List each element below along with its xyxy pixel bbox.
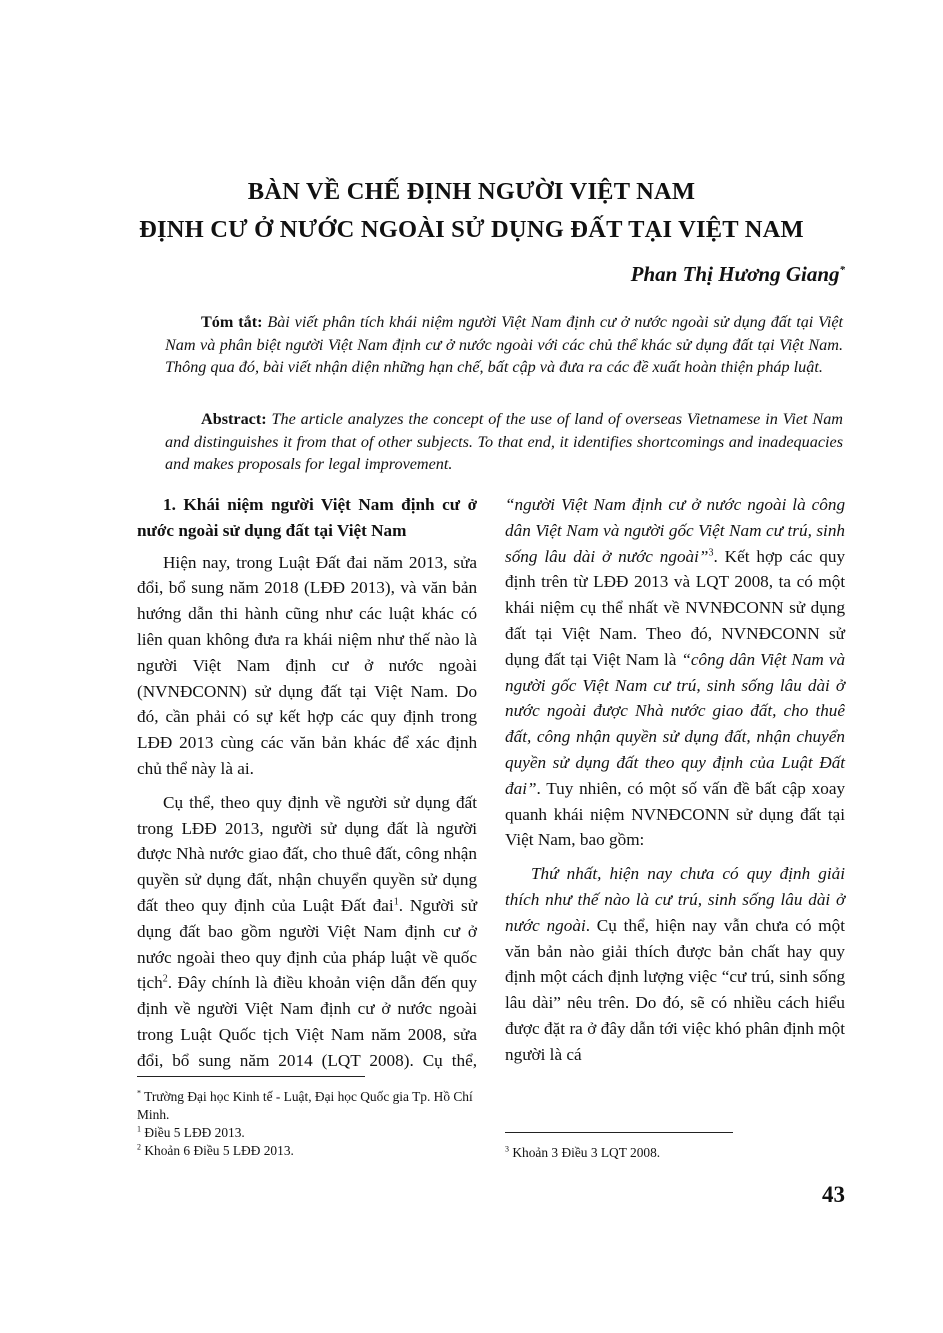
footnote-mark: 3	[505, 1144, 509, 1154]
author-mark: *	[839, 264, 845, 276]
footnote	[137, 1142, 477, 1160]
abstract-en-label: Abstract:	[201, 410, 267, 428]
footnote	[137, 1124, 477, 1142]
page-number: 43	[822, 1182, 845, 1207]
p2-definition: “công dân Việt Nam và người gốc Việt Nam cư trú, sinh sống lâu dài ở nước ngoài được Nhà nước giao đất, cho thuê đất, công nhận quyền sử dụng đất, nhận chuyển quyền sử dụng đất theo quy định của Luật Đất đai”	[505, 649, 846, 798]
footnote-ref-2: 2	[162, 973, 168, 985]
footnote-mark: 2	[137, 1142, 141, 1152]
p3-text: . Cụ thể, hiện nay vẫn chưa có một văn bản nào giải thích được bản chất hay quy định một cách định lượng việc “cư trú, sinh sống lâu dài” nêu trên. Do đó, sẽ có nhiều cách hiểu được đặt ra ở đây dẫn tới việc khó phân định một người là cá	[505, 915, 846, 1064]
footnotes-right	[505, 1144, 845, 1162]
footnote-mark: 1	[137, 1124, 141, 1134]
p2-text-d: . Kết hợp các quy định trên từ LĐĐ 2013 và LQT 2008, ta có một khái niệm cụ thể nhất về NVNĐCONN sử dụng đất tại Việt Nam. Theo đó, NVNĐCONN sử dụng đất tại Việt Nam là	[505, 546, 846, 669]
column-right	[505, 492, 845, 1068]
title-line-1: BÀN VỀ CHẾ ĐỊNH NGƯỜI VIỆT NAM	[247, 178, 696, 205]
footnote-text: Điều 5 LĐĐ 2013.	[144, 1125, 245, 1140]
footnotes-left	[137, 1088, 477, 1160]
abstract-vi	[165, 311, 843, 379]
abstract-vi-text: Bài viết phân tích khái niệm người Việt Nam định cư ở nước ngoài sử dụng đất tại Việt Nam và phân biệt người Việt Nam định cư ở nước ngoài với các chủ thể khác sử dụng đất tại Việt Nam. Thông qua đó, bài viết nhận diện những hạn chế, bất cập và đưa ra các đề xuất hoàn thiện pháp luật.	[165, 313, 844, 376]
p2-text-c: . Đây chính là điều khoản viện dẫn đến quy định về người Việt Nam định cư ở nước ngoài trong Luật Quốc tịch Việt Nam năm 2008, sửa đổi, bổ sung năm 2014 (LQT 2008). Cụ thể,	[137, 973, 478, 1070]
p2-text-b: . Người sử dụng đất bao gồm người Việt Nam định cư ở nước ngoài theo quy định của pháp luật về quốc tịch	[137, 895, 478, 993]
author	[631, 262, 845, 287]
footnote-text: Trường Đại học Kinh tế - Luật, Đại học Quốc gia Tp. Hồ Chí Minh.	[137, 1089, 473, 1122]
author-name: Phan Thị Hương Giang	[630, 262, 840, 286]
footnote-text: Khoản 3 Điều 3 LQT 2008.	[512, 1145, 661, 1160]
abstract-en	[165, 408, 843, 476]
p2-text-e: . Tuy nhiên, có một số vấn đề bất cập xoay quanh khái niệm NVNĐCONN sử dụng đất tại Việt Nam, bao gồm:	[505, 778, 846, 850]
footnote-ref-3: 3	[708, 546, 714, 558]
abstract-vi-label: Tóm tắt:	[201, 313, 263, 331]
footnote-mark: *	[137, 1088, 141, 1098]
paragraph-2	[137, 790, 477, 1074]
footnote-ref-1: 1	[393, 896, 399, 908]
title-line-2: ĐỊNH CƯ Ở NƯỚC NGOÀI SỬ DỤNG ĐẤT TẠI VIỆT NAM	[139, 216, 804, 243]
column-left	[137, 492, 477, 1074]
section-heading: 1. Khái niệm người Việt Nam định cư ở nước ngoài sử dụng đất tại Việt Nam	[137, 495, 478, 540]
paragraph-3	[505, 861, 845, 1067]
paragraph-1: Hiện nay, trong Luật Đất đai năm 2013, sửa đổi, bổ sung năm 2018 (LĐĐ 2013), và văn bản hướng dẫn thi hành cũng như các luật khác có liên quan không đưa ra khái niệm như thế nào là người Việt Nam định cư ở nước ngoài (NVNĐCONN) sử dụng đất tại Việt Nam. Do đó, cần phải có sự kết hợp các quy định trong LĐĐ 2013 cùng các văn bản khác để xác định chủ thể này là ai.	[137, 552, 478, 778]
footnote	[505, 1144, 845, 1162]
abstract-en-text: The article analyzes the concept of the use of land of overseas Vietnamese in Viet Nam and distinguishes it from that of other subjects. To that end, it identifies shortcomings and inadequacies and makes proposals for legal improvement.	[165, 410, 843, 473]
p2-text-a: Cụ thể, theo quy định về người sử dụng đất trong LĐĐ 2013, người sử dụng đất là người được Nhà nước giao đất, cho thuê đất, công nhận quyền sử dụng đất, nhận chuyển quyền sử dụng đất theo quy định của Luật Đất đai	[137, 792, 478, 915]
p2-quote: “người Việt Nam định cư ở nước ngoài là công dân Việt Nam và người gốc Việt Nam cư trú, sinh sống lâu dài ở nước ngoài”	[505, 495, 846, 566]
footnote-text: Khoản 6 Điều 5 LĐĐ 2013.	[144, 1143, 294, 1158]
footnote	[137, 1088, 477, 1124]
footnote-rule-left	[137, 1076, 365, 1077]
paragraph-2	[505, 492, 845, 853]
p3-italic: Thứ nhất, hiện nay chưa có quy định giải thích như thế nào là cư trú, sinh sống lâu dài ở nước ngoài	[505, 864, 846, 935]
footnote-rule-right	[505, 1132, 733, 1133]
